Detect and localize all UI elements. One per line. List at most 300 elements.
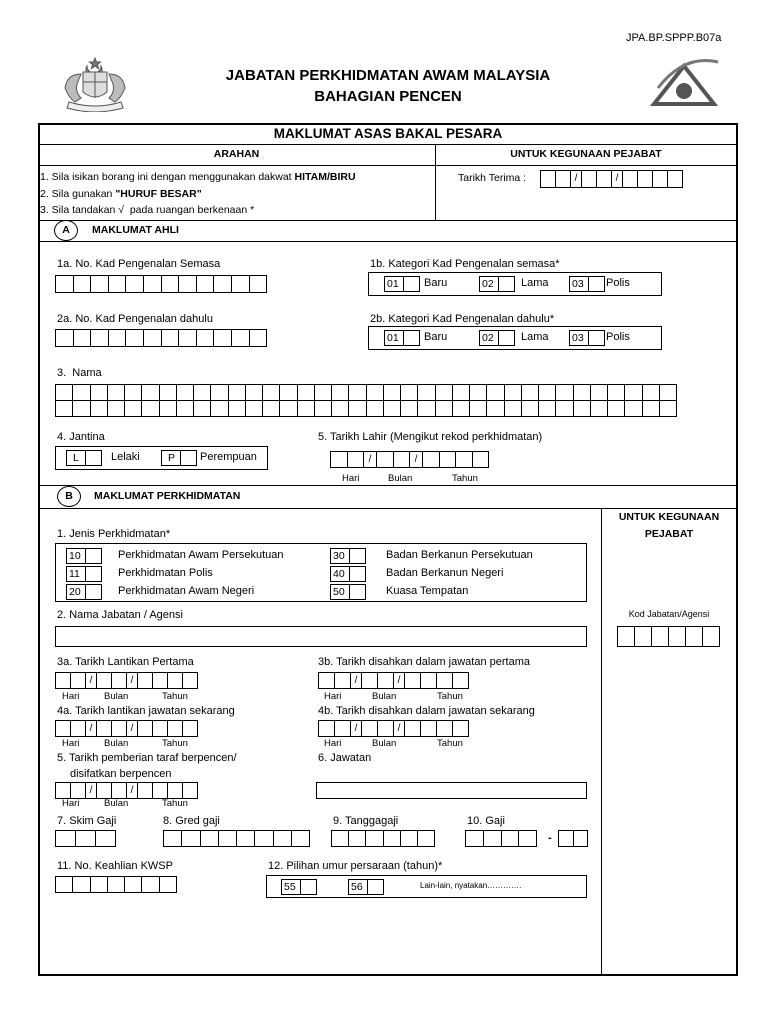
option-label: Perkhidmatan Polis [118,567,213,579]
salary-scheme-cell[interactable] [95,830,116,847]
name-letter-cell[interactable] [72,384,90,401]
month-digit-cell[interactable] [377,720,394,737]
tick-cell[interactable] [85,566,102,582]
year-digit-cell[interactable] [452,672,469,689]
year-digit-cell[interactable] [404,672,421,689]
name-letter-cell[interactable] [417,400,435,417]
ic-digit-cell[interactable] [178,275,197,293]
name-letter-cell[interactable] [504,400,522,417]
ic-digit-cell[interactable] [90,275,109,293]
gender-lelaki-option[interactable] [66,450,102,466]
name-letter-cell[interactable] [228,400,246,417]
service-type-option[interactable] [66,584,102,600]
name-letter-cell[interactable] [141,384,159,401]
arahan-heading: ARAHAN [213,148,260,160]
salary-grade-cell[interactable] [163,830,182,847]
tick-cell[interactable] [85,584,102,600]
ic-digit-cell[interactable] [231,275,250,293]
ic-digit-cell[interactable] [125,329,144,347]
tick-cell[interactable] [403,330,420,346]
tick-cell[interactable] [85,548,102,564]
year-digit-cell[interactable] [420,672,437,689]
tick-cell[interactable] [588,276,605,292]
date-separator: / [126,782,138,799]
option-code: 20 [66,584,86,600]
salary-sen-cells[interactable] [558,830,588,847]
name-letter-cell[interactable] [607,384,625,401]
retirement-age-55-option[interactable] [281,879,317,895]
instruction-text: 2. Sila gunakan [40,188,116,200]
month-digit-cell[interactable] [361,672,378,689]
name-letter-cell[interactable] [159,400,177,417]
name-letter-cell[interactable] [297,384,315,401]
tarikh-terima-label: Tarikh Terima : [458,172,527,184]
year-digit-cell[interactable] [420,720,437,737]
name-letter-cell[interactable] [72,400,90,417]
day-digit-cell[interactable] [334,720,351,737]
month-digit-cell[interactable] [111,672,127,689]
year-digit-cell[interactable] [167,720,183,737]
month-digit-cell[interactable] [596,170,612,188]
kwsp-digit-cell[interactable] [141,876,159,893]
year-digit-cell[interactable] [182,720,198,737]
ic-digit-cell[interactable] [213,275,232,293]
year-digit-cell[interactable] [182,782,198,799]
day-digit-cell[interactable] [334,672,351,689]
name-letter-cell[interactable] [435,400,453,417]
salary-grade-cell[interactable] [236,830,255,847]
year-digit-cell[interactable] [652,170,668,188]
name-letter-cell[interactable] [314,400,332,417]
field-3b-label: 3b. Tarikh disahkan dalam jawatan pertama [318,656,530,668]
day-digit-cell[interactable] [330,451,348,468]
ic-digit-cell[interactable] [90,329,109,347]
date-separator: / [393,720,405,737]
gender-perempuan-option[interactable] [161,450,197,466]
name-letter-cell[interactable] [573,384,591,401]
name-letter-cell[interactable] [555,384,573,401]
ic-digit-cell[interactable] [161,275,180,293]
month-digit-cell[interactable] [393,451,411,468]
name-letter-cell[interactable] [435,384,453,401]
tick-cell[interactable] [180,450,197,466]
name-letter-cell[interactable] [124,384,142,401]
instruction-2 [40,188,202,201]
tick-cell[interactable] [85,450,102,466]
salary-grade-cell[interactable] [200,830,219,847]
name-letter-cell[interactable] [331,400,349,417]
code-digit-cell[interactable] [685,626,703,647]
previous-ic-category-lama-option[interactable] [479,330,515,346]
instruction-1 [40,171,356,184]
year-digit-cell[interactable] [167,672,183,689]
header-title-line1: JABATAN PERKHIDMATAN AWAM MALAYSIA [225,67,551,84]
month-caption: Bulan [104,798,129,809]
paying-office-cell[interactable] [365,830,383,847]
ic-digit-cell[interactable] [161,329,180,347]
kwsp-digit-cell[interactable] [72,876,90,893]
name-letter-cell[interactable] [262,384,280,401]
month-digit-cell[interactable] [111,782,127,799]
ic-digit-cell[interactable] [143,329,162,347]
tick-cell[interactable] [367,879,384,895]
name-letter-cell[interactable] [486,384,504,401]
option-code: 55 [281,879,301,895]
name-letter-cell[interactable] [279,400,297,417]
code-digit-cell[interactable] [668,626,686,647]
year-digit-cell[interactable] [472,451,490,468]
salary-grade-cell[interactable] [291,830,310,847]
salary-scheme-cells[interactable] [55,830,116,847]
year-digit-cell[interactable] [137,672,153,689]
salary-grade-cell[interactable] [181,830,200,847]
divider [38,508,738,509]
ic-digit-cell[interactable] [196,275,215,293]
year-digit-cell[interactable] [152,720,168,737]
salary-digit-cell[interactable] [483,830,502,847]
name-letter-cell[interactable] [642,400,660,417]
year-digit-cell[interactable] [455,451,473,468]
service-type-option[interactable] [66,548,102,564]
name-letter-cell[interactable] [90,400,108,417]
field-2a-label: 2a. No. Kad Pengenalan dahulu [57,313,213,325]
salary-scheme-cell[interactable] [75,830,96,847]
kod-jabatan-cells[interactable] [617,626,720,647]
field-2b-label: 2b. Kategori Kad Pengenalan dahulu* [370,313,555,325]
day-digit-cell[interactable] [347,451,365,468]
service-type-option[interactable] [330,584,366,600]
year-digit-cell[interactable] [404,720,421,737]
department-name-input[interactable] [55,626,587,647]
name-letter-cell[interactable] [245,400,263,417]
name-letter-cell[interactable] [193,400,211,417]
ic-digit-cell[interactable] [249,275,268,293]
ic-digit-cell[interactable] [213,329,232,347]
month-digit-cell[interactable] [376,451,394,468]
paying-office-cell[interactable] [400,830,418,847]
office-use-heading: UNTUK KEGUNAAN PEJABAT [510,148,662,160]
day-digit-cell[interactable] [70,672,86,689]
name-letter-cell[interactable] [331,384,349,401]
current-appointment-date-field[interactable] [55,720,198,737]
instruction-emphasis: "HURUF BESAR" [115,188,202,200]
name-letter-cell[interactable] [452,384,470,401]
month-digit-cell[interactable] [581,170,597,188]
current-ic-category-polis-option[interactable] [569,276,605,292]
year-digit-cell[interactable] [637,170,653,188]
name-letter-cell[interactable] [124,400,142,417]
name-letter-cell[interactable] [659,384,677,401]
month-caption: Bulan [388,473,413,484]
name-letter-cell[interactable] [366,384,384,401]
name-letter-cell[interactable] [486,400,504,417]
date-of-birth-field[interactable] [330,451,489,468]
option-code: 30 [330,548,350,564]
name-letter-cell[interactable] [452,400,470,417]
name-letter-cell[interactable] [555,400,573,417]
paying-office-cell[interactable] [348,830,366,847]
instruction-text: pada ruangan berkenaan * [124,204,255,216]
day-digit-cell[interactable] [55,720,71,737]
name-letter-cell[interactable] [659,400,677,417]
tick-cell[interactable] [498,330,515,346]
ic-digit-cell[interactable] [178,329,197,347]
previous-ic-category-baru-option[interactable] [384,330,420,346]
year-digit-cell[interactable] [137,782,153,799]
name-letter-cell[interactable] [642,384,660,401]
tick-cell[interactable] [349,584,366,600]
retirement-age-56-option[interactable] [348,879,384,895]
tick-cell[interactable] [403,276,420,292]
ic-digit-cell[interactable] [125,275,144,293]
service-type-option[interactable] [66,566,102,582]
name-cells-row-2[interactable] [55,400,677,417]
tick-cell[interactable] [349,548,366,564]
code-digit-cell[interactable] [617,626,635,647]
year-digit-cell[interactable] [137,720,153,737]
ic-digit-cell[interactable] [196,329,215,347]
office-use-heading-line2: PEJABAT [644,528,694,540]
tick-cell[interactable] [349,566,366,582]
day-digit-cell[interactable] [70,720,86,737]
name-letter-cell[interactable] [176,400,194,417]
tarikh-terima-date-field[interactable] [540,170,683,188]
ic-digit-cell[interactable] [108,329,127,347]
kwsp-number-cells[interactable] [55,876,177,893]
other-age-label: Lain-lain, nyatakan…………. [420,881,522,890]
kwsp-digit-cell[interactable] [107,876,125,893]
year-caption: Tahun [162,738,188,749]
year-digit-cell[interactable] [182,672,198,689]
option-label: Lama [521,331,549,343]
option-code: 03 [569,330,589,346]
tick-cell[interactable] [498,276,515,292]
name-letter-cell[interactable] [469,400,487,417]
day-caption: Hari [62,798,80,809]
date-separator: / [611,170,623,188]
salary-digit-cell[interactable] [558,830,574,847]
kwsp-digit-cell[interactable] [124,876,142,893]
name-letter-cell[interactable] [297,400,315,417]
field-4a-label: 4a. Tarikh lantikan jawatan sekarang [57,705,235,717]
field-9-label: 9. Tanggagaji [333,815,399,827]
field-6-label: 6. Jawatan [318,752,372,764]
pensionable-status-date-field[interactable] [55,782,198,799]
date-separator: / [570,170,582,188]
name-letter-cell[interactable] [348,400,366,417]
name-letter-cell[interactable] [590,384,608,401]
month-digit-cell[interactable] [361,720,378,737]
name-letter-cell[interactable] [55,400,73,417]
name-letter-cell[interactable] [521,400,539,417]
salary-grade-cell[interactable] [218,830,237,847]
day-caption: Hari [62,738,80,749]
year-digit-cell[interactable] [152,782,168,799]
salary-digit-cell[interactable] [501,830,520,847]
service-type-option[interactable] [330,566,366,582]
name-letter-cell[interactable] [538,400,556,417]
code-digit-cell[interactable] [702,626,720,647]
ic-digit-cell[interactable] [55,275,74,293]
name-letter-cell[interactable] [624,384,642,401]
first-appointment-date-field[interactable] [55,672,198,689]
name-letter-cell[interactable] [228,384,246,401]
name-letter-cell[interactable] [279,384,297,401]
name-letter-cell[interactable] [607,400,625,417]
day-digit-cell[interactable] [555,170,571,188]
month-digit-cell[interactable] [96,782,112,799]
day-digit-cell[interactable] [55,782,71,799]
name-letter-cell[interactable] [245,384,263,401]
name-letter-cell[interactable] [107,384,125,401]
name-letter-cell[interactable] [210,400,228,417]
form-code: JPA.BP.SPPP.B07a [626,32,722,44]
name-letter-cell[interactable] [107,400,125,417]
field-4-label: 4. Jantina [57,431,105,443]
option-label: Lelaki [111,451,140,463]
year-digit-cell[interactable] [436,720,453,737]
current-confirmation-date-field[interactable] [318,720,469,737]
ic-digit-cell[interactable] [108,275,127,293]
ic-digit-cell[interactable] [143,275,162,293]
name-letter-cell[interactable] [573,400,591,417]
name-cells-row-1[interactable] [55,384,677,401]
option-label: Badan Berkanun Negeri [386,567,504,579]
option-label: Baru [424,277,448,289]
position-input[interactable] [316,782,587,799]
salary-digit-cell[interactable] [573,830,589,847]
month-digit-cell[interactable] [96,720,112,737]
year-digit-cell[interactable] [436,672,453,689]
year-digit-cell[interactable] [667,170,683,188]
code-digit-cell[interactable] [634,626,652,647]
date-separator: / [350,720,362,737]
name-letter-cell[interactable] [90,384,108,401]
year-digit-cell[interactable] [452,720,469,737]
service-type-option[interactable] [330,548,366,564]
instruction-emphasis: HITAM/BIRU [294,171,356,183]
name-letter-cell[interactable] [348,384,366,401]
salary-scheme-cell[interactable] [55,830,76,847]
name-letter-cell[interactable] [400,400,418,417]
day-caption: Hari [324,691,342,702]
paying-office-cell[interactable] [383,830,401,847]
year-digit-cell[interactable] [422,451,440,468]
service-type-label: 1. Jenis Perkhidmatan* [57,528,171,540]
option-code: 50 [330,584,350,600]
field-5-label-line2: disifatkan berpencen [70,768,172,780]
option-code: L [66,450,86,466]
name-letter-cell[interactable] [193,384,211,401]
name-letter-cell[interactable] [469,384,487,401]
salary-digit-cell[interactable] [518,830,537,847]
salary-grade-cell[interactable] [254,830,273,847]
current-ic-category-lama-option[interactable] [479,276,515,292]
name-letter-cell[interactable] [366,400,384,417]
divider [38,165,738,166]
name-letter-cell[interactable] [210,384,228,401]
first-confirmation-date-field[interactable] [318,672,469,689]
ic-digit-cell[interactable] [73,329,92,347]
name-letter-cell[interactable] [521,384,539,401]
month-digit-cell[interactable] [377,672,394,689]
month-digit-cell[interactable] [96,672,112,689]
month-digit-cell[interactable] [111,720,127,737]
instruction-text: 1. Sila isikan borang ini dengan menggunakan dakwat [40,171,295,183]
day-digit-cell[interactable] [540,170,556,188]
year-digit-cell[interactable] [622,170,638,188]
date-separator: / [85,672,97,689]
name-letter-cell[interactable] [400,384,418,401]
current-ic-number-cells[interactable] [55,275,267,293]
year-digit-cell[interactable] [439,451,457,468]
day-digit-cell[interactable] [70,782,86,799]
name-letter-cell[interactable] [538,384,556,401]
paying-office-cell[interactable] [331,830,349,847]
name-letter-cell[interactable] [590,400,608,417]
ic-digit-cell[interactable] [73,275,92,293]
salary-digit-cell[interactable] [465,830,484,847]
previous-ic-category-polis-option[interactable] [569,330,605,346]
day-caption: Hari [62,691,80,702]
name-letter-cell[interactable] [55,384,73,401]
tick-cell[interactable] [588,330,605,346]
day-caption: Hari [324,738,342,749]
name-letter-cell[interactable] [262,400,280,417]
date-separator: / [363,451,377,468]
kwsp-digit-cell[interactable] [159,876,177,893]
name-letter-cell[interactable] [314,384,332,401]
name-letter-cell[interactable] [417,384,435,401]
ic-digit-cell[interactable] [249,329,268,347]
tanggagaji-cells[interactable] [331,830,435,847]
day-digit-cell[interactable] [318,672,335,689]
name-letter-cell[interactable] [383,384,401,401]
name-letter-cell[interactable] [624,400,642,417]
month-caption: Bulan [372,738,397,749]
ic-digit-cell[interactable] [231,329,250,347]
year-digit-cell[interactable] [152,672,168,689]
day-digit-cell[interactable] [55,672,71,689]
salary-grade-cells[interactable] [163,830,310,847]
year-digit-cell[interactable] [167,782,183,799]
kwsp-digit-cell[interactable] [90,876,108,893]
salary-grade-cell[interactable] [273,830,292,847]
tick-cell[interactable] [300,879,317,895]
year-caption: Tahun [437,738,463,749]
option-label: Kuasa Tempatan [386,585,469,597]
current-ic-category-baru-option[interactable] [384,276,420,292]
ic-digit-cell[interactable] [55,329,74,347]
day-digit-cell[interactable] [318,720,335,737]
name-letter-cell[interactable] [141,400,159,417]
year-caption: Tahun [452,473,478,484]
option-label: Perkhidmatan Awam Negeri [118,585,255,597]
paying-office-cell[interactable] [417,830,435,847]
previous-ic-number-cells[interactable] [55,329,267,347]
kwsp-digit-cell[interactable] [55,876,73,893]
salary-ringgit-cells[interactable] [465,830,537,847]
name-letter-cell[interactable] [159,384,177,401]
field-8-label: 8. Gred gaji [163,815,220,827]
date-separator: / [350,672,362,689]
code-digit-cell[interactable] [651,626,669,647]
section-a-badge: A [54,220,78,241]
name-letter-cell[interactable] [504,384,522,401]
name-letter-cell[interactable] [383,400,401,417]
name-letter-cell[interactable] [176,384,194,401]
jpa-logo [648,58,720,110]
